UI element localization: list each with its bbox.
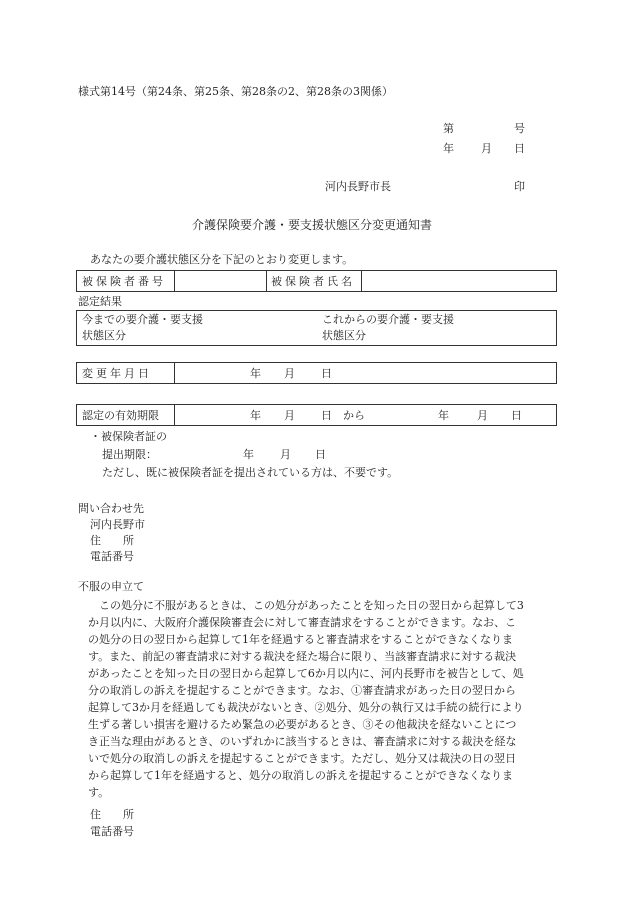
appeal-address: 住 所 bbox=[90, 808, 134, 821]
change-date-label: 変更年月日 bbox=[82, 367, 152, 380]
validity-start-day: 日 bbox=[321, 409, 332, 422]
issuer: 河内長野市長 bbox=[325, 180, 391, 193]
change-date-year: 年 bbox=[250, 367, 261, 380]
appeal-line: す。 bbox=[88, 786, 110, 799]
validity-table bbox=[76, 404, 557, 426]
validity-start-year: 年 bbox=[250, 409, 261, 422]
appeal-line: いで処分の取消しの訴えを提起することができます。ただし、処分又は裁決の日の翌日 bbox=[88, 752, 517, 765]
change-date-day: 日 bbox=[321, 367, 332, 380]
divider bbox=[266, 271, 267, 291]
card-bullet: ・被保険者証の bbox=[90, 430, 167, 443]
appeal-phone: 電話番号 bbox=[90, 825, 134, 838]
appeal-line: から起算して1年を経過すると、処分の取消しの訴えを提起することができなくなりま bbox=[88, 769, 513, 782]
card-note: ただし、既に被保険者証を提出されている方は、不要です。 bbox=[102, 466, 399, 479]
insured-table bbox=[76, 270, 557, 292]
document-title: 介護保険要介護・要支援状態区分変更通知書 bbox=[192, 218, 433, 232]
intro-text: あなたの要介護状態区分を下記のとおり変更します。 bbox=[90, 253, 354, 266]
contact-address: 住 所 bbox=[90, 534, 134, 547]
validity-start-month: 月 bbox=[284, 409, 295, 422]
appeal-line: 生ずる著しい損害を避けるため緊急の必要があるとき、③その他裁決を経ないことにつ bbox=[88, 718, 517, 731]
change-date-table bbox=[76, 362, 557, 384]
validity-end-month: 月 bbox=[477, 409, 488, 422]
certification-table bbox=[76, 310, 557, 346]
appeal-line: 起算して3か月を経過しても裁決がないとき、②処分、処分の執行又は手続の続行により bbox=[88, 701, 524, 714]
appeal-line: 分の取消しの訴えを提起することができます。なお、①審査請求があった日の翌日から bbox=[88, 684, 517, 697]
validity-from: から bbox=[343, 409, 365, 422]
insured-number-label: 被保険者番号 bbox=[82, 275, 166, 288]
appeal-body bbox=[88, 597, 558, 801]
after-status-label-2: 状態区分 bbox=[322, 329, 366, 342]
insured-name-label: 被保険者氏名 bbox=[271, 275, 355, 288]
card-deadline-year: 年 bbox=[243, 448, 254, 461]
number-suffix: 号 bbox=[514, 122, 525, 135]
divider bbox=[174, 405, 175, 425]
before-status-label: 今までの要介護・要支援 bbox=[82, 313, 203, 326]
appeal-line: この処分に不服があるときは、この処分があったことを知った日の翌日から起算して3 bbox=[88, 599, 524, 612]
date-year: 年 bbox=[443, 142, 454, 155]
change-date-month: 月 bbox=[284, 367, 295, 380]
certification-section-label: 認定結果 bbox=[78, 295, 122, 308]
appeal-line: す。また、前記の審査請求に対する裁決を経た場合に限り、当該審査請求に対する裁決 bbox=[88, 650, 517, 663]
card-deadline-month: 月 bbox=[280, 448, 291, 461]
contact-org: 河内長野市 bbox=[90, 518, 145, 531]
contact-heading: 問い合わせ先 bbox=[78, 502, 144, 515]
date-month: 月 bbox=[481, 142, 492, 155]
after-status-label: これからの要介護・要支援 bbox=[322, 313, 454, 326]
insured-name-field[interactable] bbox=[362, 272, 556, 291]
appeal-line: の処分の日の翌日から起算して1年を経過すると審査請求をすることができなくなりま bbox=[88, 633, 513, 646]
insured-number-field[interactable] bbox=[175, 272, 265, 291]
appeal-line: き正当な理由があるとき、のいずれかに該当するときは、審査請求に対する裁決を経な bbox=[88, 735, 517, 748]
card-deadline-day: 日 bbox=[315, 448, 326, 461]
appeal-line: があったことを知った日の翌日から起算して6か月以内に、河内長野市を被告として、処 bbox=[88, 667, 524, 680]
appeal-heading: 不服の申立て bbox=[78, 580, 144, 593]
validity-end-year: 年 bbox=[438, 409, 449, 422]
appeal-line: か月以内に、大阪府介護保険審査会に対して審査請求をすることができます。なお、こ bbox=[88, 616, 517, 629]
validity-label: 認定の有効期限 bbox=[82, 409, 159, 422]
before-status-label-2: 状態区分 bbox=[82, 329, 126, 342]
card-deadline-label: 提出期限： bbox=[102, 448, 157, 461]
form-number: 様式第14号（第24条、第25条、第28条の2、第28条の3関係） bbox=[78, 85, 393, 98]
contact-phone: 電話番号 bbox=[90, 550, 134, 563]
divider bbox=[174, 363, 175, 383]
validity-end-day: 日 bbox=[511, 409, 522, 422]
number-prefix: 第 bbox=[443, 122, 454, 135]
seal-mark: 印 bbox=[514, 180, 525, 193]
date-day: 日 bbox=[514, 142, 525, 155]
